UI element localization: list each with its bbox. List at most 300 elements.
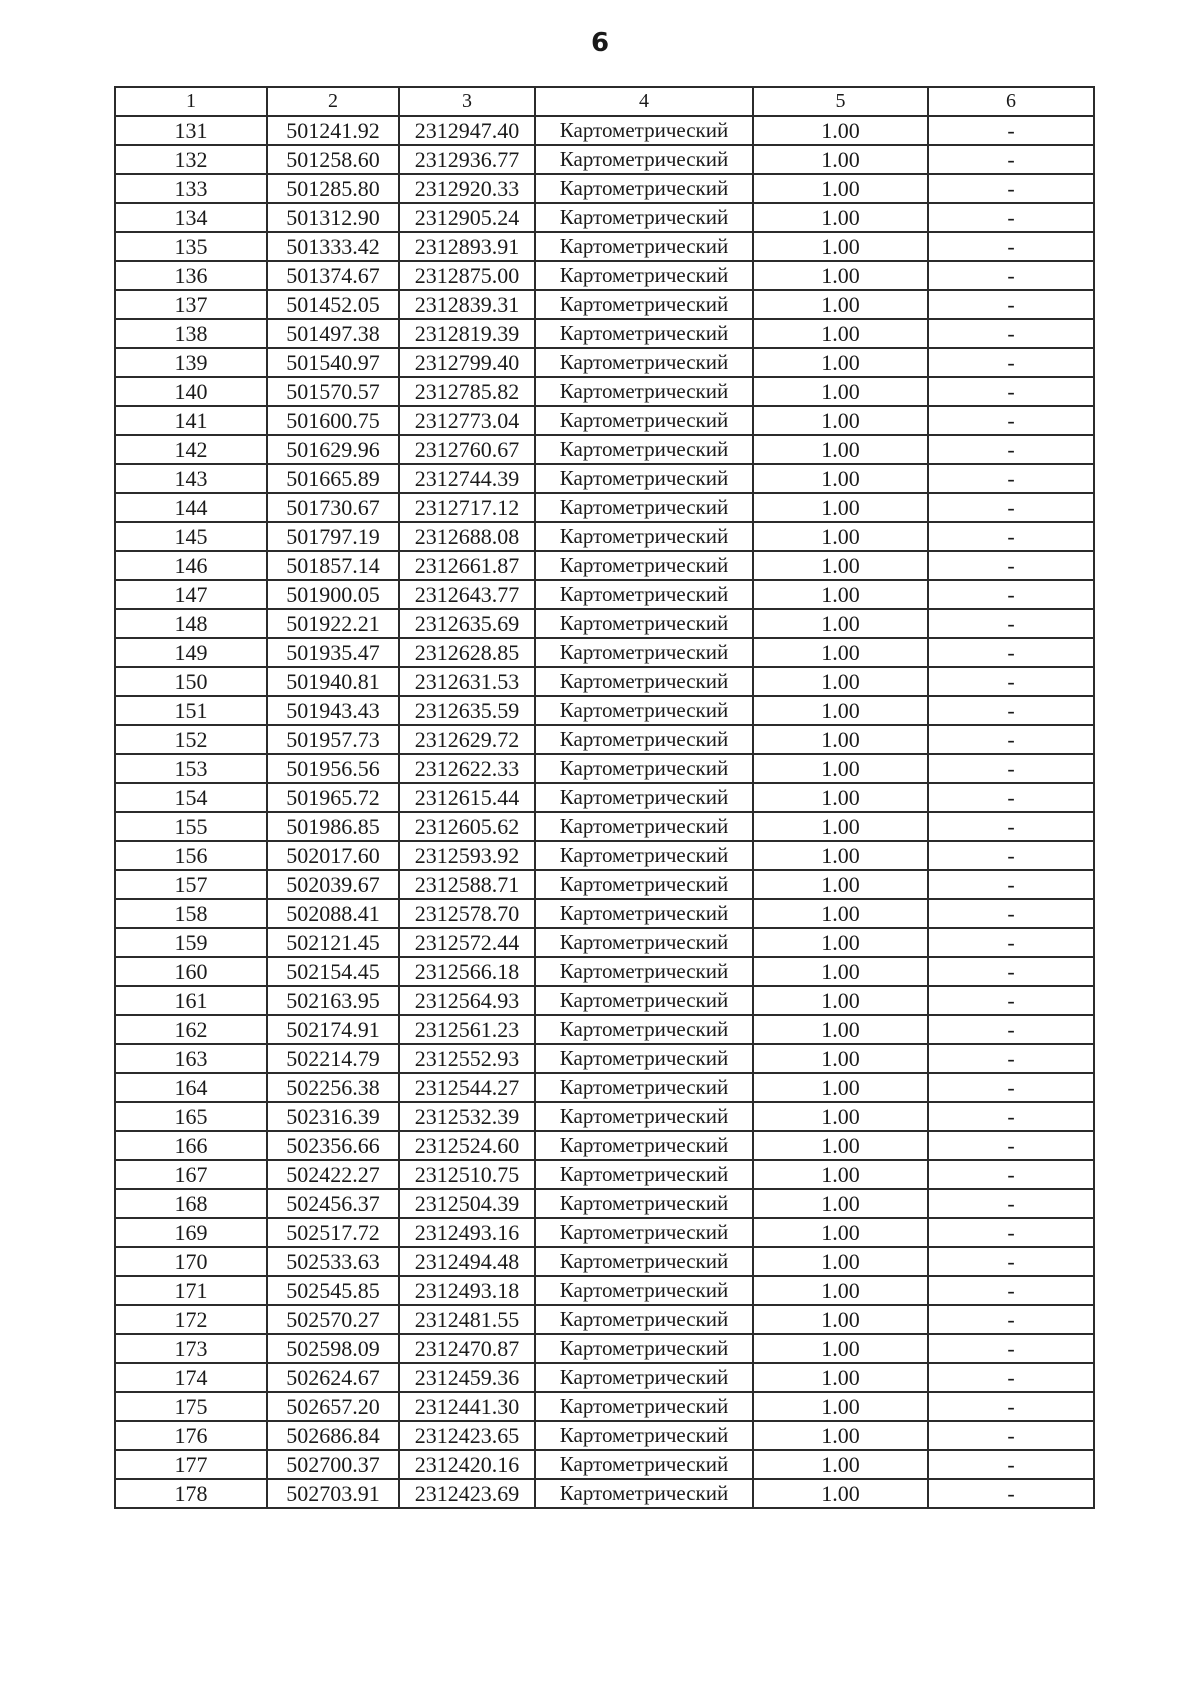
method-cell: Картометрический <box>535 348 753 377</box>
y-coordinate-cell: 2312588.71 <box>399 870 535 899</box>
table-row <box>115 609 1094 638</box>
y-coordinate-cell: 2312628.85 <box>399 638 535 667</box>
x-coordinate-cell: 501600.75 <box>267 406 399 435</box>
point-number-cell: 142 <box>115 435 267 464</box>
table-row <box>115 580 1094 609</box>
note-cell: - <box>928 696 1094 725</box>
note-cell: - <box>928 551 1094 580</box>
y-coordinate-cell: 2312947.40 <box>399 116 535 145</box>
table-row <box>115 899 1094 928</box>
y-coordinate-cell: 2312510.75 <box>399 1160 535 1189</box>
method-cell: Картометрический <box>535 1450 753 1479</box>
note-cell: - <box>928 435 1094 464</box>
point-number-cell: 151 <box>115 696 267 725</box>
note-cell: - <box>928 1160 1094 1189</box>
table-row <box>115 232 1094 261</box>
method-cell: Картометрический <box>535 1102 753 1131</box>
point-number-cell: 170 <box>115 1247 267 1276</box>
y-coordinate-cell: 2312760.67 <box>399 435 535 464</box>
note-cell: - <box>928 1247 1094 1276</box>
note-cell: - <box>928 928 1094 957</box>
method-cell: Картометрический <box>535 203 753 232</box>
table-row <box>115 1392 1094 1421</box>
note-cell: - <box>928 580 1094 609</box>
accuracy-cell: 1.00 <box>753 551 928 580</box>
note-cell: - <box>928 348 1094 377</box>
accuracy-cell: 1.00 <box>753 1276 928 1305</box>
point-number-cell: 172 <box>115 1305 267 1334</box>
note-cell: - <box>928 174 1094 203</box>
y-coordinate-cell: 2312819.39 <box>399 319 535 348</box>
x-coordinate-cell: 501935.47 <box>267 638 399 667</box>
page-number: 6 <box>590 28 610 58</box>
x-coordinate-cell: 501957.73 <box>267 725 399 754</box>
note-cell: - <box>928 812 1094 841</box>
method-cell: Картометрический <box>535 841 753 870</box>
note-cell: - <box>928 1015 1094 1044</box>
accuracy-cell: 1.00 <box>753 812 928 841</box>
y-coordinate-cell: 2312615.44 <box>399 783 535 812</box>
x-coordinate-cell: 501241.92 <box>267 116 399 145</box>
y-coordinate-cell: 2312459.36 <box>399 1363 535 1392</box>
accuracy-cell: 1.00 <box>753 696 928 725</box>
x-coordinate-cell: 501285.80 <box>267 174 399 203</box>
x-coordinate-cell: 502017.60 <box>267 841 399 870</box>
x-coordinate-cell: 501956.56 <box>267 754 399 783</box>
point-number-cell: 136 <box>115 261 267 290</box>
y-coordinate-cell: 2312420.16 <box>399 1450 535 1479</box>
point-number-cell: 153 <box>115 754 267 783</box>
method-cell: Картометрический <box>535 1363 753 1392</box>
note-cell: - <box>928 1276 1094 1305</box>
accuracy-cell: 1.00 <box>753 1218 928 1247</box>
x-coordinate-cell: 502174.91 <box>267 1015 399 1044</box>
point-number-cell: 162 <box>115 1015 267 1044</box>
method-cell: Картометрический <box>535 1421 753 1450</box>
x-coordinate-cell: 502356.66 <box>267 1131 399 1160</box>
method-cell: Картометрический <box>535 1015 753 1044</box>
table-row <box>115 551 1094 580</box>
accuracy-cell: 1.00 <box>753 1392 928 1421</box>
note-cell: - <box>928 1479 1094 1508</box>
accuracy-cell: 1.00 <box>753 435 928 464</box>
y-coordinate-cell: 2312905.24 <box>399 203 535 232</box>
y-coordinate-cell: 2312643.77 <box>399 580 535 609</box>
table-row <box>115 1189 1094 1218</box>
note-cell: - <box>928 754 1094 783</box>
y-coordinate-cell: 2312504.39 <box>399 1189 535 1218</box>
y-coordinate-cell: 2312839.31 <box>399 290 535 319</box>
accuracy-cell: 1.00 <box>753 841 928 870</box>
y-coordinate-cell: 2312578.70 <box>399 899 535 928</box>
table-row <box>115 1363 1094 1392</box>
table-row <box>115 725 1094 754</box>
method-cell: Картометрический <box>535 1073 753 1102</box>
method-cell: Картометрический <box>535 435 753 464</box>
x-coordinate-cell: 502686.84 <box>267 1421 399 1450</box>
point-number-cell: 149 <box>115 638 267 667</box>
point-number-cell: 175 <box>115 1392 267 1421</box>
point-number-cell: 176 <box>115 1421 267 1450</box>
y-coordinate-cell: 2312544.27 <box>399 1073 535 1102</box>
method-cell: Картометрический <box>535 522 753 551</box>
x-coordinate-cell: 502545.85 <box>267 1276 399 1305</box>
table-row <box>115 986 1094 1015</box>
note-cell: - <box>928 841 1094 870</box>
method-cell: Картометрический <box>535 319 753 348</box>
x-coordinate-cell: 501540.97 <box>267 348 399 377</box>
method-cell: Картометрический <box>535 667 753 696</box>
accuracy-cell: 1.00 <box>753 261 928 290</box>
accuracy-cell: 1.00 <box>753 609 928 638</box>
x-coordinate-cell: 501965.72 <box>267 783 399 812</box>
method-cell: Картометрический <box>535 638 753 667</box>
accuracy-cell: 1.00 <box>753 1479 928 1508</box>
table-row <box>115 522 1094 551</box>
accuracy-cell: 1.00 <box>753 1044 928 1073</box>
note-cell: - <box>928 957 1094 986</box>
point-number-cell: 133 <box>115 174 267 203</box>
accuracy-cell: 1.00 <box>753 406 928 435</box>
y-coordinate-cell: 2312717.12 <box>399 493 535 522</box>
point-number-cell: 140 <box>115 377 267 406</box>
accuracy-cell: 1.00 <box>753 783 928 812</box>
accuracy-cell: 1.00 <box>753 1421 928 1450</box>
point-number-cell: 159 <box>115 928 267 957</box>
y-coordinate-cell: 2312920.33 <box>399 174 535 203</box>
y-coordinate-cell: 2312622.33 <box>399 754 535 783</box>
note-cell: - <box>928 522 1094 551</box>
point-number-cell: 173 <box>115 1334 267 1363</box>
accuracy-cell: 1.00 <box>753 203 928 232</box>
note-cell: - <box>928 1102 1094 1131</box>
column-header-4: 4 <box>535 87 753 116</box>
table-row <box>115 667 1094 696</box>
point-number-cell: 138 <box>115 319 267 348</box>
accuracy-cell: 1.00 <box>753 1189 928 1218</box>
accuracy-cell: 1.00 <box>753 116 928 145</box>
accuracy-cell: 1.00 <box>753 145 928 174</box>
x-coordinate-cell: 502214.79 <box>267 1044 399 1073</box>
note-cell: - <box>928 1305 1094 1334</box>
point-number-cell: 147 <box>115 580 267 609</box>
accuracy-cell: 1.00 <box>753 290 928 319</box>
table-row <box>115 841 1094 870</box>
note-cell: - <box>928 870 1094 899</box>
point-number-cell: 143 <box>115 464 267 493</box>
method-cell: Картометрический <box>535 1305 753 1334</box>
point-number-cell: 154 <box>115 783 267 812</box>
x-coordinate-cell: 502657.20 <box>267 1392 399 1421</box>
accuracy-cell: 1.00 <box>753 725 928 754</box>
note-cell: - <box>928 1363 1094 1392</box>
x-coordinate-cell: 501922.21 <box>267 609 399 638</box>
point-number-cell: 157 <box>115 870 267 899</box>
y-coordinate-cell: 2312605.62 <box>399 812 535 841</box>
point-number-cell: 160 <box>115 957 267 986</box>
accuracy-cell: 1.00 <box>753 522 928 551</box>
accuracy-cell: 1.00 <box>753 667 928 696</box>
column-header-1: 1 <box>115 87 267 116</box>
y-coordinate-cell: 2312661.87 <box>399 551 535 580</box>
note-cell: - <box>928 145 1094 174</box>
method-cell: Картометрический <box>535 1189 753 1218</box>
method-cell: Картометрический <box>535 1479 753 1508</box>
table-row <box>115 348 1094 377</box>
accuracy-cell: 1.00 <box>753 1450 928 1479</box>
x-coordinate-cell: 502121.45 <box>267 928 399 957</box>
table-row <box>115 1450 1094 1479</box>
point-number-cell: 134 <box>115 203 267 232</box>
point-number-cell: 139 <box>115 348 267 377</box>
point-number-cell: 141 <box>115 406 267 435</box>
x-coordinate-cell: 502039.67 <box>267 870 399 899</box>
column-header-2: 2 <box>267 87 399 116</box>
table-row <box>115 1247 1094 1276</box>
method-cell: Картометрический <box>535 928 753 957</box>
point-number-cell: 169 <box>115 1218 267 1247</box>
y-coordinate-cell: 2312524.60 <box>399 1131 535 1160</box>
note-cell: - <box>928 232 1094 261</box>
accuracy-cell: 1.00 <box>753 1363 928 1392</box>
table-row <box>115 493 1094 522</box>
note-cell: - <box>928 1044 1094 1073</box>
table-body <box>115 116 1094 1508</box>
method-cell: Картометрический <box>535 290 753 319</box>
method-cell: Картометрический <box>535 406 753 435</box>
accuracy-cell: 1.00 <box>753 899 928 928</box>
method-cell: Картометрический <box>535 580 753 609</box>
x-coordinate-cell: 501452.05 <box>267 290 399 319</box>
table-row <box>115 1421 1094 1450</box>
y-coordinate-cell: 2312441.30 <box>399 1392 535 1421</box>
x-coordinate-cell: 501333.42 <box>267 232 399 261</box>
accuracy-cell: 1.00 <box>753 1247 928 1276</box>
note-cell: - <box>928 899 1094 928</box>
x-coordinate-cell: 501730.67 <box>267 493 399 522</box>
accuracy-cell: 1.00 <box>753 232 928 261</box>
note-cell: - <box>928 261 1094 290</box>
y-coordinate-cell: 2312423.65 <box>399 1421 535 1450</box>
table-row <box>115 319 1094 348</box>
point-number-cell: 148 <box>115 609 267 638</box>
point-number-cell: 177 <box>115 1450 267 1479</box>
note-cell: - <box>928 725 1094 754</box>
x-coordinate-cell: 501857.14 <box>267 551 399 580</box>
x-coordinate-cell: 501943.43 <box>267 696 399 725</box>
point-number-cell: 171 <box>115 1276 267 1305</box>
method-cell: Картометрический <box>535 116 753 145</box>
x-coordinate-cell: 501374.67 <box>267 261 399 290</box>
y-coordinate-cell: 2312773.04 <box>399 406 535 435</box>
table-row <box>115 377 1094 406</box>
note-cell: - <box>928 1131 1094 1160</box>
x-coordinate-cell: 502088.41 <box>267 899 399 928</box>
accuracy-cell: 1.00 <box>753 1073 928 1102</box>
table-row <box>115 783 1094 812</box>
method-cell: Картометрический <box>535 754 753 783</box>
table-row <box>115 116 1094 145</box>
x-coordinate-cell: 501665.89 <box>267 464 399 493</box>
note-cell: - <box>928 493 1094 522</box>
point-number-cell: 144 <box>115 493 267 522</box>
table-row <box>115 1131 1094 1160</box>
y-coordinate-cell: 2312635.69 <box>399 609 535 638</box>
accuracy-cell: 1.00 <box>753 986 928 1015</box>
accuracy-cell: 1.00 <box>753 319 928 348</box>
y-coordinate-cell: 2312552.93 <box>399 1044 535 1073</box>
table-row <box>115 435 1094 464</box>
point-number-cell: 131 <box>115 116 267 145</box>
table-row <box>115 957 1094 986</box>
y-coordinate-cell: 2312635.59 <box>399 696 535 725</box>
y-coordinate-cell: 2312936.77 <box>399 145 535 174</box>
note-cell: - <box>928 464 1094 493</box>
method-cell: Картометрический <box>535 1392 753 1421</box>
point-number-cell: 158 <box>115 899 267 928</box>
y-coordinate-cell: 2312631.53 <box>399 667 535 696</box>
accuracy-cell: 1.00 <box>753 638 928 667</box>
accuracy-cell: 1.00 <box>753 464 928 493</box>
accuracy-cell: 1.00 <box>753 493 928 522</box>
accuracy-cell: 1.00 <box>753 377 928 406</box>
y-coordinate-cell: 2312799.40 <box>399 348 535 377</box>
y-coordinate-cell: 2312470.87 <box>399 1334 535 1363</box>
table-row <box>115 812 1094 841</box>
note-cell: - <box>928 1334 1094 1363</box>
accuracy-cell: 1.00 <box>753 870 928 899</box>
note-cell: - <box>928 1450 1094 1479</box>
x-coordinate-cell: 501986.85 <box>267 812 399 841</box>
table-row <box>115 638 1094 667</box>
method-cell: Картометрический <box>535 1131 753 1160</box>
x-coordinate-cell: 501312.90 <box>267 203 399 232</box>
note-cell: - <box>928 1421 1094 1450</box>
point-number-cell: 174 <box>115 1363 267 1392</box>
note-cell: - <box>928 609 1094 638</box>
table-row <box>115 1305 1094 1334</box>
note-cell: - <box>928 638 1094 667</box>
note-cell: - <box>928 1189 1094 1218</box>
point-number-cell: 152 <box>115 725 267 754</box>
point-number-cell: 166 <box>115 1131 267 1160</box>
note-cell: - <box>928 783 1094 812</box>
table-row <box>115 1102 1094 1131</box>
method-cell: Картометрический <box>535 1247 753 1276</box>
x-coordinate-cell: 502163.95 <box>267 986 399 1015</box>
table-row <box>115 870 1094 899</box>
accuracy-cell: 1.00 <box>753 754 928 783</box>
table-row <box>115 696 1094 725</box>
y-coordinate-cell: 2312494.48 <box>399 1247 535 1276</box>
method-cell: Картометрический <box>535 232 753 261</box>
note-cell: - <box>928 290 1094 319</box>
method-cell: Картометрический <box>535 145 753 174</box>
table-row <box>115 1276 1094 1305</box>
method-cell: Картометрический <box>535 261 753 290</box>
point-number-cell: 168 <box>115 1189 267 1218</box>
note-cell: - <box>928 406 1094 435</box>
method-cell: Картометрический <box>535 696 753 725</box>
accuracy-cell: 1.00 <box>753 1334 928 1363</box>
x-coordinate-cell: 502154.45 <box>267 957 399 986</box>
method-cell: Картометрический <box>535 377 753 406</box>
table-row <box>115 1218 1094 1247</box>
x-coordinate-cell: 502624.67 <box>267 1363 399 1392</box>
y-coordinate-cell: 2312566.18 <box>399 957 535 986</box>
x-coordinate-cell: 502533.63 <box>267 1247 399 1276</box>
x-coordinate-cell: 502598.09 <box>267 1334 399 1363</box>
method-cell: Картометрический <box>535 1334 753 1363</box>
y-coordinate-cell: 2312875.00 <box>399 261 535 290</box>
coordinates-table <box>114 86 1095 1509</box>
x-coordinate-cell: 502456.37 <box>267 1189 399 1218</box>
accuracy-cell: 1.00 <box>753 174 928 203</box>
header-row <box>115 87 1094 116</box>
y-coordinate-cell: 2312493.18 <box>399 1276 535 1305</box>
table-row <box>115 1479 1094 1508</box>
table-row <box>115 203 1094 232</box>
y-coordinate-cell: 2312564.93 <box>399 986 535 1015</box>
point-number-cell: 164 <box>115 1073 267 1102</box>
method-cell: Картометрический <box>535 725 753 754</box>
y-coordinate-cell: 2312629.72 <box>399 725 535 754</box>
x-coordinate-cell: 501940.81 <box>267 667 399 696</box>
x-coordinate-cell: 501570.57 <box>267 377 399 406</box>
table-row <box>115 406 1094 435</box>
method-cell: Картометрический <box>535 986 753 1015</box>
note-cell: - <box>928 203 1094 232</box>
point-number-cell: 163 <box>115 1044 267 1073</box>
accuracy-cell: 1.00 <box>753 1015 928 1044</box>
point-number-cell: 150 <box>115 667 267 696</box>
point-number-cell: 178 <box>115 1479 267 1508</box>
x-coordinate-cell: 501497.38 <box>267 319 399 348</box>
point-number-cell: 167 <box>115 1160 267 1189</box>
y-coordinate-cell: 2312688.08 <box>399 522 535 551</box>
x-coordinate-cell: 502316.39 <box>267 1102 399 1131</box>
note-cell: - <box>928 319 1094 348</box>
table-row <box>115 754 1094 783</box>
method-cell: Картометрический <box>535 1276 753 1305</box>
y-coordinate-cell: 2312532.39 <box>399 1102 535 1131</box>
x-coordinate-cell: 501797.19 <box>267 522 399 551</box>
note-cell: - <box>928 116 1094 145</box>
accuracy-cell: 1.00 <box>753 1102 928 1131</box>
x-coordinate-cell: 501258.60 <box>267 145 399 174</box>
method-cell: Картометрический <box>535 609 753 638</box>
method-cell: Картометрический <box>535 493 753 522</box>
x-coordinate-cell: 502700.37 <box>267 1450 399 1479</box>
table-row <box>115 928 1094 957</box>
point-number-cell: 146 <box>115 551 267 580</box>
table-row <box>115 290 1094 319</box>
method-cell: Картометрический <box>535 551 753 580</box>
method-cell: Картометрический <box>535 1160 753 1189</box>
point-number-cell: 145 <box>115 522 267 551</box>
y-coordinate-cell: 2312593.92 <box>399 841 535 870</box>
accuracy-cell: 1.00 <box>753 1131 928 1160</box>
table-row <box>115 174 1094 203</box>
y-coordinate-cell: 2312493.16 <box>399 1218 535 1247</box>
point-number-cell: 165 <box>115 1102 267 1131</box>
y-coordinate-cell: 2312481.55 <box>399 1305 535 1334</box>
point-number-cell: 155 <box>115 812 267 841</box>
point-number-cell: 135 <box>115 232 267 261</box>
table-row <box>115 1073 1094 1102</box>
y-coordinate-cell: 2312744.39 <box>399 464 535 493</box>
method-cell: Картометрический <box>535 174 753 203</box>
